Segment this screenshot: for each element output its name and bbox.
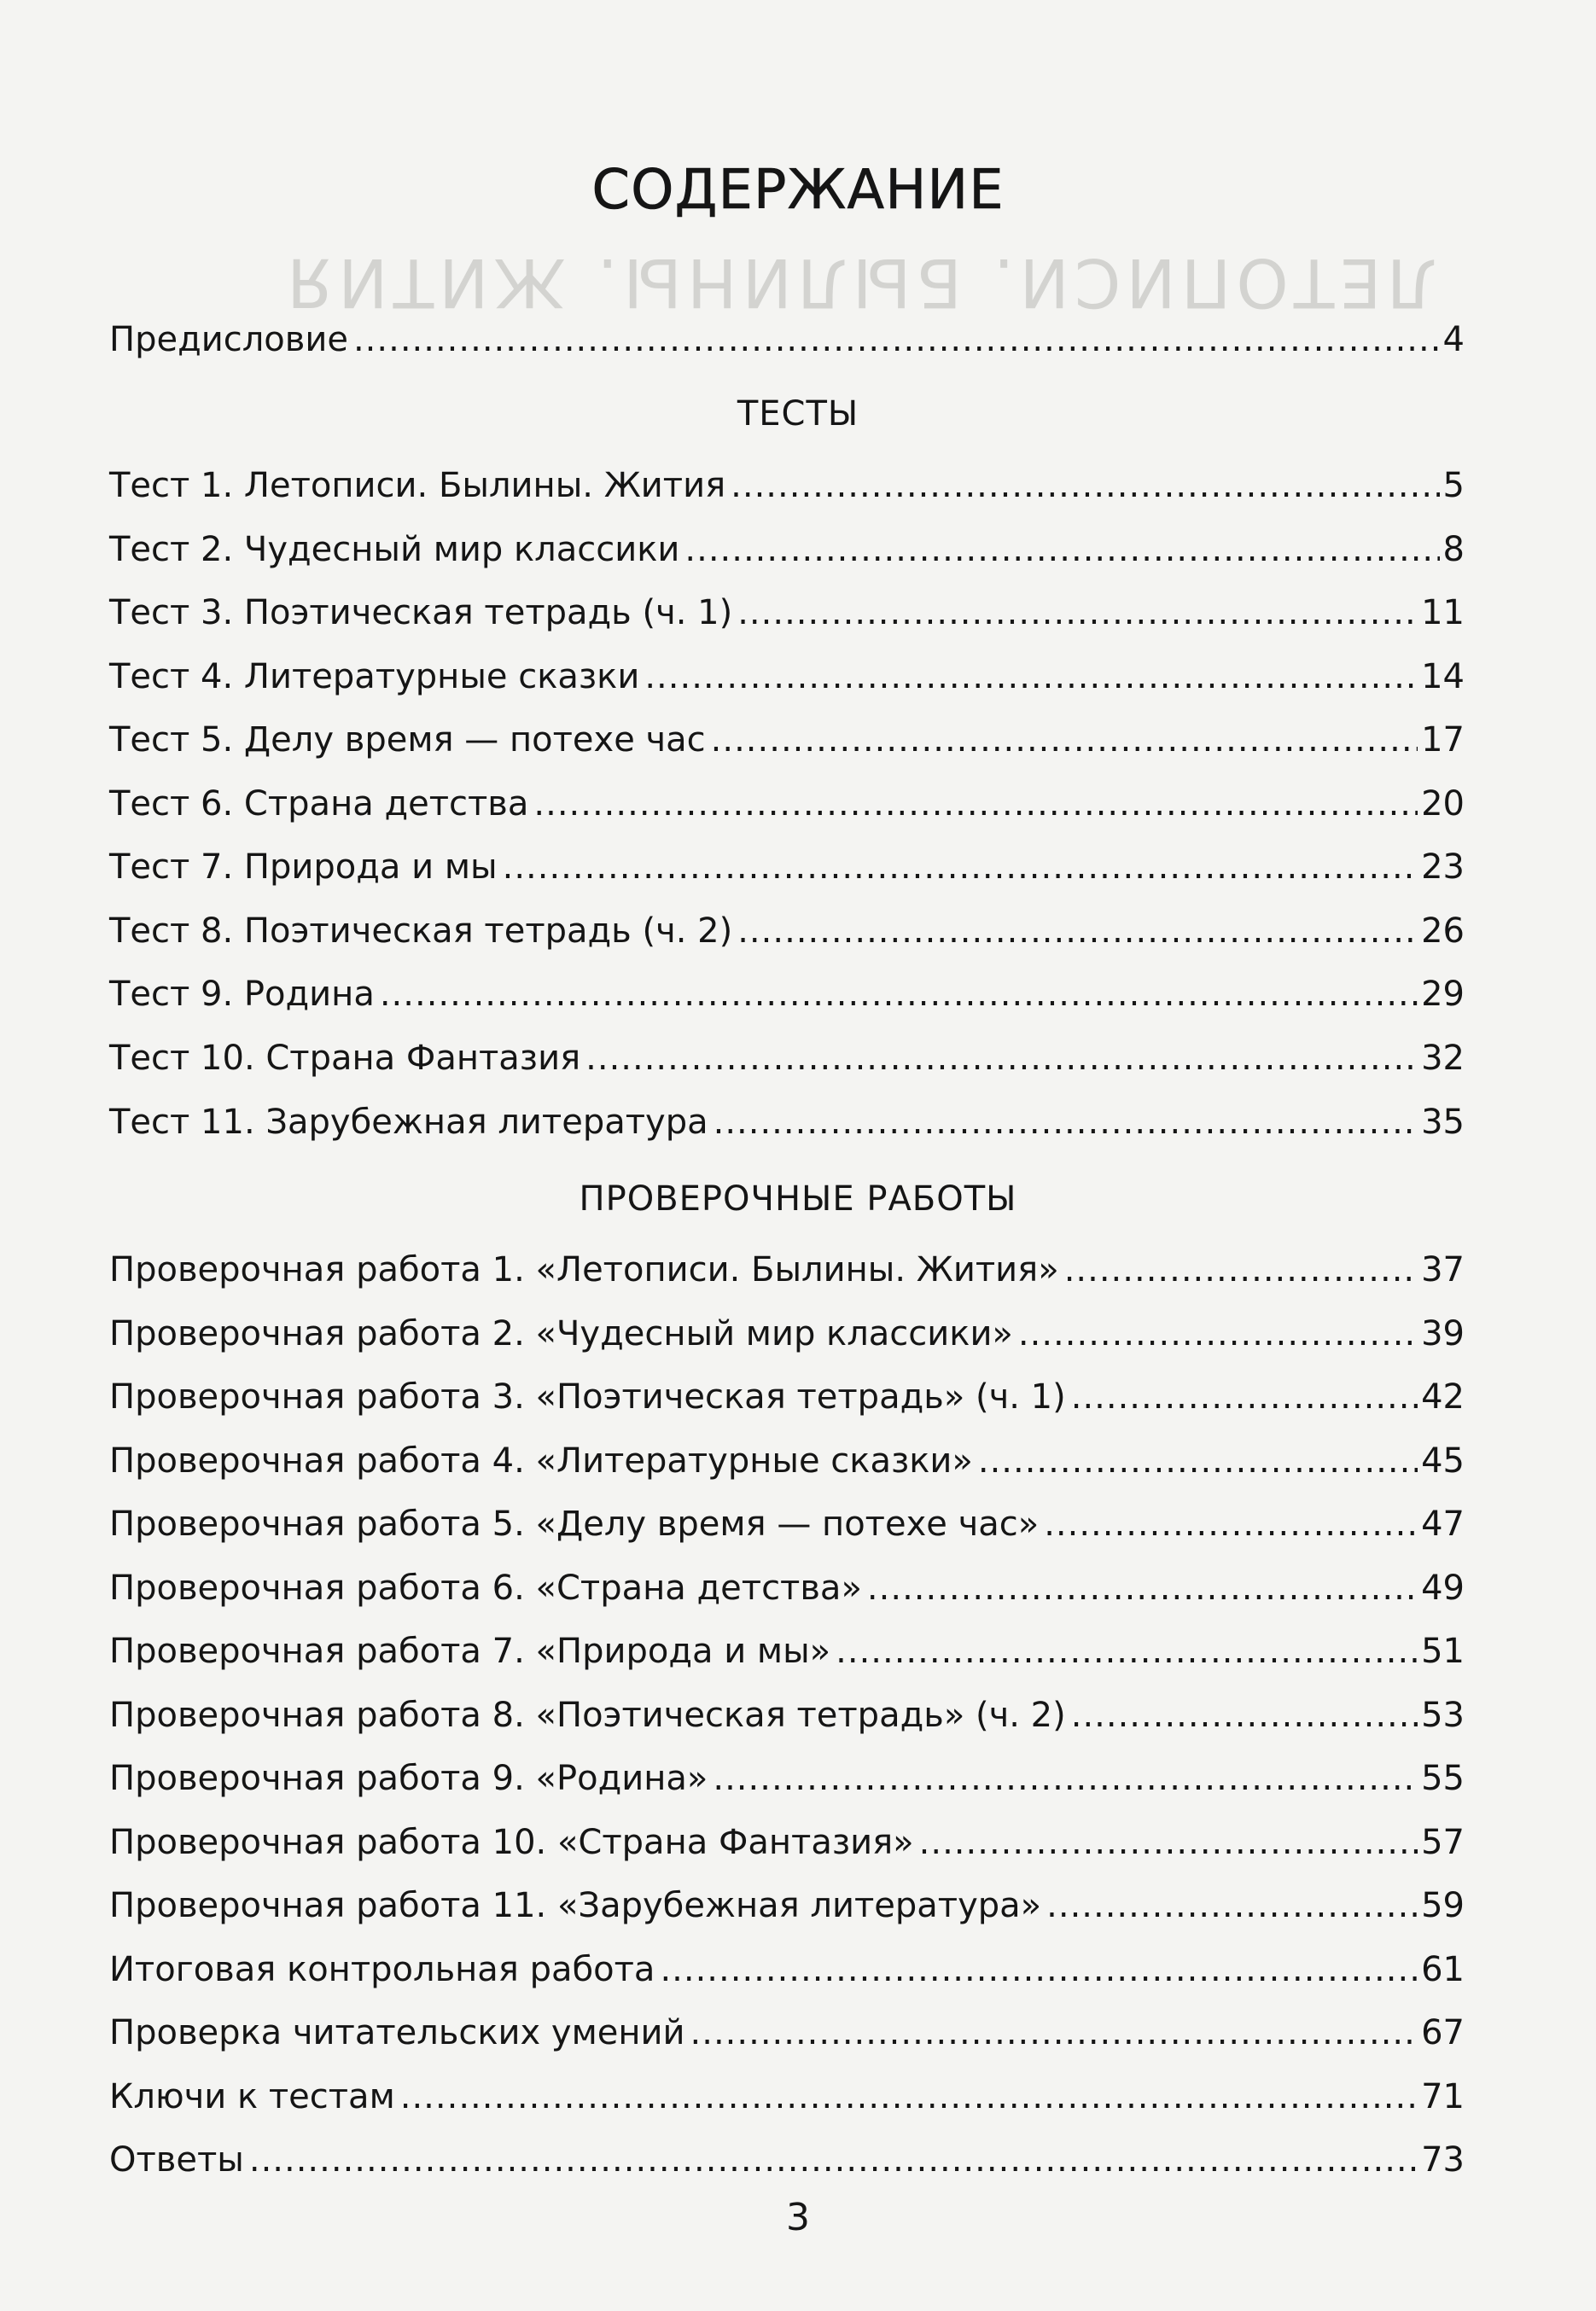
toc-entry-test [109, 1103, 1465, 1154]
leader-dots [684, 530, 1439, 569]
leader-dots [731, 466, 1439, 505]
toc-entry-test [109, 784, 1465, 835]
toc-entry-page: 17 [1421, 720, 1465, 760]
toc-entry-label: Проверочная работа 8. «Поэтическая тетрадь» (ч. 2) [109, 1696, 1066, 1735]
toc-entry-preface [109, 320, 1465, 371]
toc-entry-label: Тест 1. Летописи. Былины. Жития [109, 466, 726, 505]
toc-entry-label: Тест 5. Делу время — потехе час [109, 720, 706, 760]
leader-dots [585, 1039, 1418, 1078]
toc-entry-label: Предисловие [109, 320, 348, 359]
toc-entry-label: Проверка читательских умений [109, 2013, 685, 2052]
section-heading-works: ПРОВЕРОЧНЫЕ РАБОТЫ [579, 1179, 1017, 1219]
toc-entry-label: Тест 7. Природа и мы [109, 847, 498, 887]
toc-entry-page: 55 [1421, 1759, 1465, 1798]
toc-entry-page: 47 [1421, 1505, 1465, 1544]
toc-entry-page: 39 [1421, 1314, 1465, 1353]
toc-entry-work [109, 1632, 1465, 1683]
toc-entry-label: Ответы [109, 2140, 244, 2180]
toc-entry-label: Проверочная работа 9. «Родина» [109, 1759, 708, 1798]
toc-entry-page: 32 [1421, 1039, 1465, 1078]
toc-entry-page: 23 [1421, 847, 1465, 887]
leader-dots [660, 1950, 1418, 1989]
toc-entry-page: 71 [1421, 2077, 1465, 2116]
page-title: СОДЕРЖАНИЕ [591, 159, 1005, 222]
toc-entry-work [109, 1759, 1465, 1810]
toc-entry-label: Тест 3. Поэтическая тетрадь (ч. 1) [109, 593, 733, 632]
leader-dots [867, 1569, 1418, 1608]
toc-entry-page: 51 [1421, 1632, 1465, 1671]
leader-dots [249, 2140, 1418, 2180]
page-number: 3 [786, 2196, 810, 2239]
toc-entry-page: 61 [1421, 1950, 1465, 1989]
toc-entry-work [109, 1377, 1465, 1429]
leader-dots [353, 320, 1440, 359]
toc-entry-page: 49 [1421, 1569, 1465, 1608]
toc-entry-label: Проверочная работа 11. «Зарубежная литература» [109, 1886, 1042, 1925]
toc-entry-page: 5 [1442, 466, 1465, 505]
toc-entry-label: Ключи к тестам [109, 2077, 395, 2116]
toc-entry-label: Проверочная работа 7. «Природа и мы» [109, 1632, 831, 1671]
leader-dots [400, 2077, 1418, 2116]
toc-entry-label: Итоговая контрольная работа [109, 1950, 655, 1989]
toc-entry-page: 67 [1421, 2013, 1465, 2052]
toc-entry-page: 20 [1421, 784, 1465, 824]
leader-dots [1064, 1250, 1418, 1289]
leader-dots [711, 720, 1418, 760]
leader-dots [978, 1441, 1418, 1481]
toc-entry-work [109, 1823, 1465, 1874]
toc-entry-page: 26 [1421, 911, 1465, 951]
toc-entry-label: Тест 10. Страна Фантазия [109, 1039, 581, 1078]
toc-entry-page: 14 [1421, 657, 1465, 696]
toc-entry-work [109, 1314, 1465, 1365]
leader-dots [690, 2013, 1418, 2052]
toc-entry-page: 59 [1421, 1886, 1465, 1925]
toc-entry-test [109, 847, 1465, 899]
toc-entry-page: 4 [1442, 320, 1465, 359]
toc-entry-test [109, 975, 1465, 1026]
toc-entry-work [109, 1569, 1465, 1620]
toc-entry-label: Проверочная работа 1. «Летописи. Былины. Жития» [109, 1250, 1059, 1289]
leader-dots [714, 1103, 1418, 1142]
toc-entry-work [109, 1886, 1465, 1937]
toc-entry-work [109, 1441, 1465, 1493]
toc-entry-page: 73 [1421, 2140, 1465, 2180]
toc-entry-label: Проверочная работа 4. «Литературные сказки» [109, 1441, 973, 1481]
toc-entry-final [109, 1950, 1465, 2001]
leader-dots [737, 593, 1418, 632]
toc-entry-page: 37 [1421, 1250, 1465, 1289]
leader-dots [533, 784, 1418, 824]
toc-entry-test [109, 530, 1465, 581]
toc-entry-test [109, 466, 1465, 517]
toc-entry-work [109, 1696, 1465, 1747]
leader-dots [1044, 1505, 1418, 1544]
toc-entry-work [109, 1505, 1465, 1556]
bleed-through-decoration: ЛЕТОПИСИ. БЫЛИНЫ. ЖИТИЯ [282, 243, 1437, 320]
toc-entry-final [109, 2013, 1465, 2064]
toc-entry-label: Тест 2. Чудесный мир классики [109, 530, 680, 569]
toc-entry-test [109, 720, 1465, 771]
toc-entry-test [109, 911, 1465, 963]
toc-entry-page: 11 [1421, 593, 1465, 632]
leader-dots [644, 657, 1418, 696]
leader-dots [380, 975, 1418, 1014]
toc-entry-page: 35 [1421, 1103, 1465, 1142]
toc-entry-page: 45 [1421, 1441, 1465, 1481]
leader-dots [1071, 1696, 1418, 1735]
section-heading-tests: ТЕСТЫ [737, 394, 859, 434]
toc-entry-test [109, 1039, 1465, 1090]
toc-entry-label: Тест 11. Зарубежная литература [109, 1103, 708, 1142]
toc-entry-label: Тест 9. Родина [109, 975, 375, 1014]
toc-entry-label: Тест 4. Литературные сказки [109, 657, 640, 696]
toc-entry-label: Проверочная работа 6. «Страна детства» [109, 1569, 862, 1608]
leader-dots [1046, 1886, 1418, 1925]
toc-entry-label: Проверочная работа 10. «Страна Фантазия» [109, 1823, 914, 1862]
toc-entry-label: Тест 6. Страна детства [109, 784, 529, 824]
toc-entry-work [109, 1250, 1465, 1301]
toc-entry-page: 8 [1442, 530, 1465, 569]
leader-dots [1018, 1314, 1418, 1353]
toc-entry-label: Проверочная работа 2. «Чудесный мир классики» [109, 1314, 1013, 1353]
toc-entry-test [109, 657, 1465, 708]
toc-entry-test [109, 593, 1465, 644]
toc-entry-page: 42 [1421, 1377, 1465, 1417]
toc-entry-final [109, 2140, 1465, 2192]
leader-dots [737, 911, 1418, 951]
toc-entry-final [109, 2077, 1465, 2128]
toc-entry-label: Проверочная работа 5. «Делу время — потехе час» [109, 1505, 1040, 1544]
leader-dots [836, 1632, 1418, 1671]
leader-dots [713, 1759, 1418, 1798]
toc-entry-label: Проверочная работа 3. «Поэтическая тетрадь» (ч. 1) [109, 1377, 1066, 1417]
toc-entry-page: 29 [1421, 975, 1465, 1014]
leader-dots [919, 1823, 1418, 1862]
toc-entry-page: 57 [1421, 1823, 1465, 1862]
toc-entry-label: Тест 8. Поэтическая тетрадь (ч. 2) [109, 911, 733, 951]
toc-entry-page: 53 [1421, 1696, 1465, 1735]
leader-dots [503, 847, 1418, 887]
leader-dots [1071, 1377, 1418, 1417]
